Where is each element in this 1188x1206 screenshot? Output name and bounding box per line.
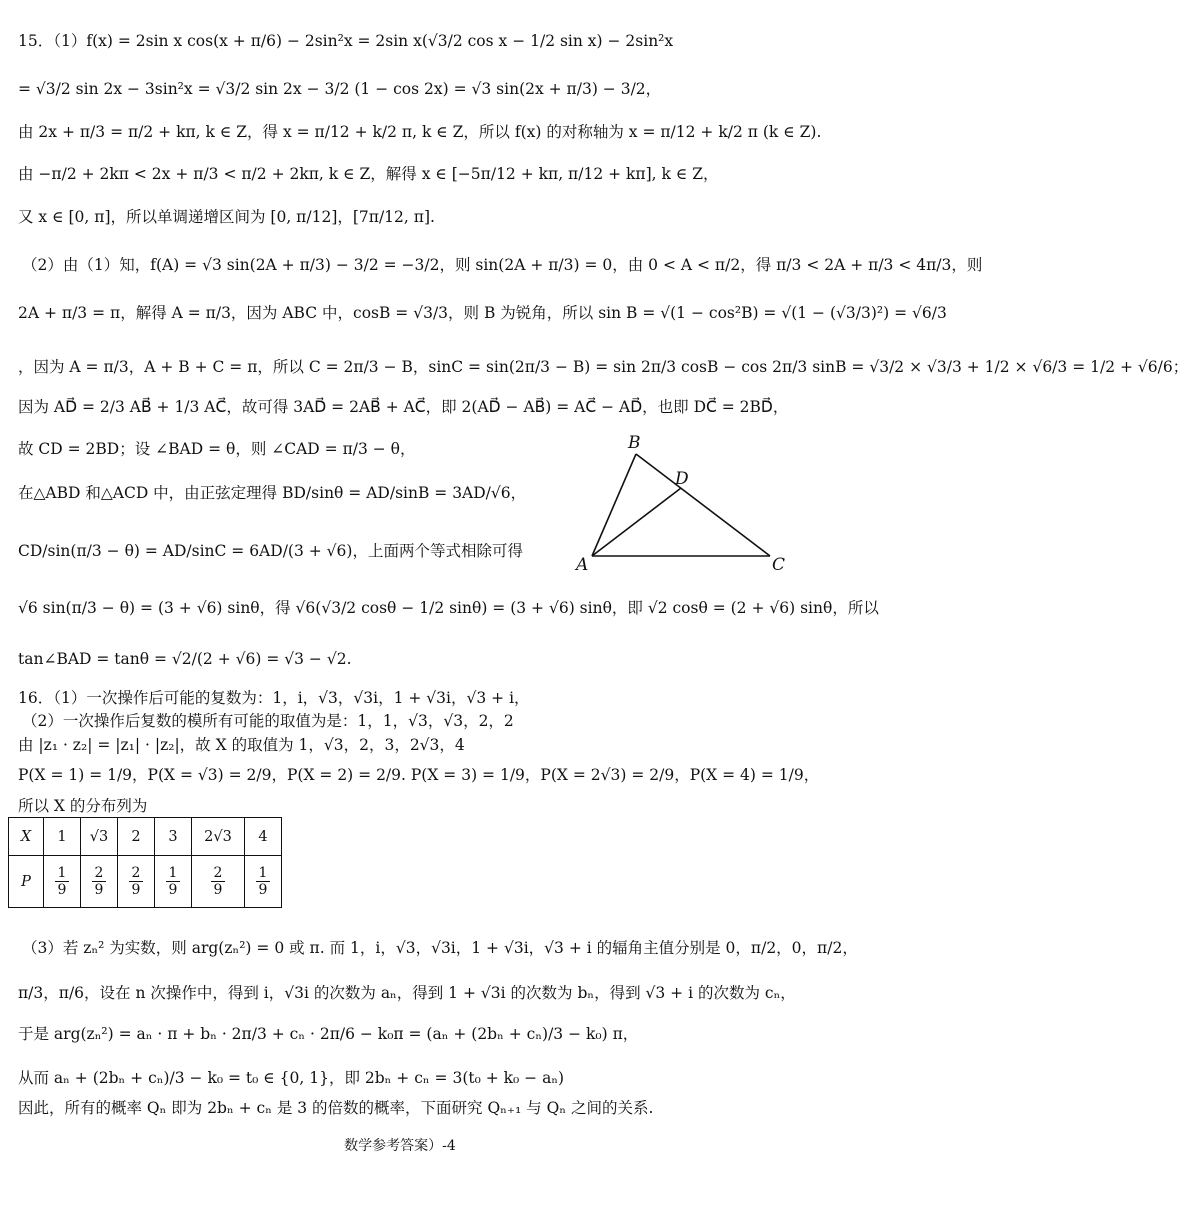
line-15-2-equation: √6 sin(π/3 − θ) = (3 + √6) sinθ，得 √6(√3/2 cosθ − 1/2 sinθ) = (3 + √6) sinθ，即 √2 cosθ = (2 + √6) sinθ，所以 [18,599,879,617]
table-cell-p [192,856,245,908]
frac-den: 9 [168,882,178,898]
line-15-2-sinC: ，因为 A = π/3，A + B + C = π，所以 C = 2π/3 − B，sinC = sin(2π/3 − B) = sin 2π/3 cosB − cos 2π/3 sinB = √3/2 × √3/3 + 1/2 × √6/3 = 1/2 + √6/6； [18,358,1188,376]
side-AB [592,454,636,556]
label-D: D [675,469,689,489]
line-15-1-expansion: 15．（1）f(x) = 2sin x cos(x + π/6) − 2sin²x = 2sin x(√3/2 cos x − 1/2 sin x) − 2sin²x [18,32,674,50]
line-15-1-increasing: 又 x ∈ [0, π]，所以单调递增区间为 [0, π/12]，[7π/12, π]. [18,208,435,226]
table-cell-x: 2√3 [192,818,245,856]
line-15-2-sine-law-2: CD/sin(π/3 − θ) = AD/sinC = 6AD/(3 + √6)，上面两个等式相除可得 [18,542,523,560]
table-cell-p [245,856,282,908]
frac-num: 2 [129,865,144,882]
line-16-2-values: 由 |z₁ · z₂| = |z₁| · |z₂|，故 X 的取值为 1，√3，2，3，2√3，4 [18,736,465,754]
line-15-2-sine-law-1: 在△ABD 和△ACD 中，由正弦定理得 BD/sinθ = AD/sinB = 3AD/√6， [18,484,527,502]
line-16-2-probabilities: P(X = 1) = 1/9，P(X = √3) = 2/9，P(X = 2) = 2/9. P(X = 3) = 1/9，P(X = 2√3) = 2/9，P(X = 4) = 1/9， [18,766,820,784]
frac-den: 9 [213,882,223,898]
table-cell-p [155,856,192,908]
line-15-1-axis: 由 2x + π/3 = π/2 + kπ, k ∈ Z，得 x = π/12 + k/2 π, k ∈ Z，所以 f(x) 的对称轴为 x = π/12 + k/2 π (k ∈ Z). [18,123,822,141]
line-16-3-condition: 从而 aₙ + (2bₙ + cₙ)/3 − k₀ = t₀ ∈ {0, 1}，即 2bₙ + cₙ = 3(t₀ + k₀ − aₙ) [18,1069,565,1087]
table-row-p [9,856,282,908]
frac-den: 9 [94,882,104,898]
frac-num: 2 [211,865,226,882]
line-15-1-simplify: = √3/2 sin 2x − 3sin²x = √3/2 sin 2x − 3/2 (1 − cos 2x) = √3 sin(2x + π/3) − 3/2， [18,80,662,98]
frac-den: 9 [131,882,141,898]
table-cell-p [118,856,155,908]
line-16-3-counts: π/3，π/6，设在 n 次操作中，得到 i，√3i 的次数为 aₙ，得到 1 + √3i 的次数为 bₙ，得到 √3 + i 的次数为 cₙ， [18,984,796,1002]
line-16-3-conclusion: 因此，所有的概率 Qₙ 即为 2bₙ + cₙ 是 3 的倍数的概率，下面研究 Qₙ₊₁ 与 Qₙ 之间的关系. [18,1099,654,1117]
page-footer: 数学参考答案）-4 [344,1138,456,1154]
line-16-2-moduli: （2）一次操作后复数的模所有可能的取值为是：1，1，√3，√3，2，2 [22,712,514,730]
label-A: A [576,555,589,575]
line-16-1-numbers: 16．（1）一次操作后可能的复数为：1，i，√3，√3i，1 + √3i，√3 + i， [18,689,530,707]
line-15-1-interval: 由 −π/2 + 2kπ < 2x + π/3 < π/2 + 2kπ, k ∈ Z，解得 x ∈ [−5π/12 + kπ, π/12 + kπ], k ∈ Z， [18,165,719,183]
frac-den: 9 [258,882,268,898]
line-16-2-distribution-title: 所以 X 的分布列为 [18,797,148,815]
line-15-2-fA: （2）由（1）知，f(A) = √3 sin(2A + π/3) − 3/2 = −3/2，则 sin(2A + π/3) = 0，由 0 < A < π/2，得 π/3 < 2A + π/3 < 4π/3，则 [22,256,983,274]
table-cell-x: √3 [81,818,118,856]
label-C: C [772,555,786,575]
frac-num: 2 [92,865,107,882]
table-cell-x: 3 [155,818,192,856]
table-cell-x: 4 [245,818,282,856]
line-15-2-angle-A: 2A + π/3 = π，解得 A = π/3，因为 ABC 中，cosB = √3/3，则 B 为锐角，所以 sin B = √(1 − cos²B) = √(1 − (√3/3)²) = √6/3 [18,304,947,322]
distribution-table [8,817,282,908]
frac-num: 1 [256,865,271,882]
frac-num: 1 [55,865,70,882]
label-B: B [628,433,641,453]
table-cell-x: 1 [44,818,81,856]
line-15-2-tan: tan∠BAD = tanθ = √2/(2 + √6) = √3 − √2. [18,650,352,668]
triangle-figure [572,432,792,574]
table-row-x [9,818,282,856]
line-16-3-arguments: （3）若 zₙ² 为实数，则 arg(zₙ²) = 0 或 π. 而 1，i，√3，√3i，1 + √3i，√3 + i 的辐角主值分别是 0，π/2，0，π/2， [22,939,858,957]
table-header-x: X [9,818,44,856]
line-15-2-theta: 故 CD = 2BD；设 ∠BAD = θ，则 ∠CAD = π/3 − θ， [18,440,416,458]
line-15-2-vectors: 因为 AD⃗ = 2/3 AB⃗ + 1/3 AC⃗，故可得 3AD⃗ = 2AB⃗ + AC⃗，即 2(AD⃗ − AB⃗) = AC⃗ − AD⃗，也即 DC⃗ = 2BD⃗， [18,398,789,416]
frac-num: 1 [166,865,181,882]
table-header-p: P [9,856,44,908]
table-cell-p [44,856,81,908]
side-BC [636,454,770,556]
table-cell-p [81,856,118,908]
frac-den: 9 [57,882,67,898]
segment-AD [592,488,681,556]
table-cell-x: 2 [118,818,155,856]
line-16-3-arg-sum: 于是 arg(zₙ²) = aₙ · π + bₙ · 2π/3 + cₙ · 2π/6 − k₀π = (aₙ + (2bₙ + cₙ)/3 − k₀) π， [18,1025,639,1043]
